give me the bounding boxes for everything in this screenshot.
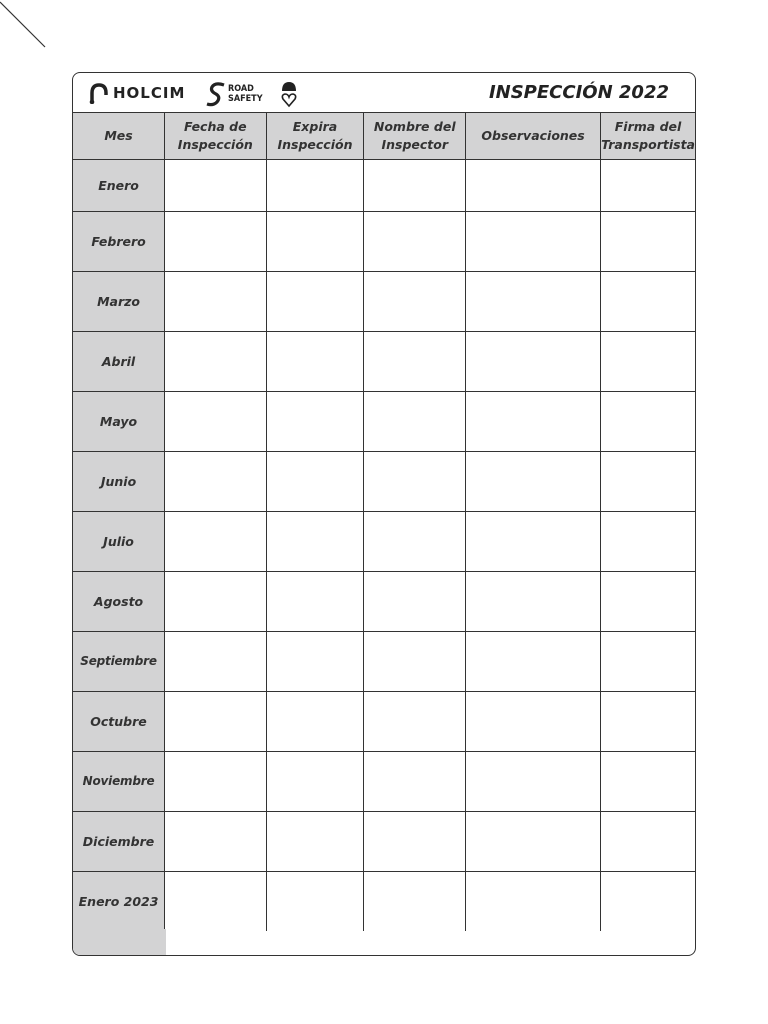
fecha-cell[interactable] — [165, 571, 267, 631]
table-row — [73, 751, 695, 811]
observaciones-cell[interactable] — [466, 391, 601, 451]
expira-cell[interactable] — [266, 871, 364, 931]
inspector-cell[interactable] — [364, 691, 466, 751]
column-header-observaciones: Observaciones — [466, 113, 601, 159]
inspection-table — [73, 113, 695, 931]
month-label: Abril — [73, 331, 165, 391]
firma-cell[interactable] — [601, 811, 695, 871]
table-row — [73, 691, 695, 751]
inspector-cell[interactable] — [364, 331, 466, 391]
month-label: Agosto — [73, 571, 165, 631]
month-label: Octubre — [73, 691, 165, 751]
table-row — [73, 451, 695, 511]
observaciones-cell[interactable] — [466, 571, 601, 631]
fecha-cell[interactable] — [165, 451, 267, 511]
month-label: Febrero — [73, 211, 165, 271]
holcim-mark-icon — [89, 82, 109, 104]
table-row — [73, 159, 695, 211]
expira-cell[interactable] — [266, 159, 364, 211]
inspector-cell[interactable] — [364, 871, 466, 931]
observaciones-cell[interactable] — [466, 871, 601, 931]
expira-cell[interactable] — [266, 451, 364, 511]
observaciones-cell[interactable] — [466, 331, 601, 391]
inspector-cell[interactable] — [364, 511, 466, 571]
firma-cell[interactable] — [601, 331, 695, 391]
table-row — [73, 211, 695, 271]
column-header-firma: Firma del Transportista — [601, 113, 695, 159]
table-row — [73, 271, 695, 331]
table-row — [73, 511, 695, 571]
inspector-cell[interactable] — [364, 271, 466, 331]
firma-cell[interactable] — [601, 211, 695, 271]
fecha-cell[interactable] — [165, 211, 267, 271]
fecha-cell[interactable] — [165, 331, 267, 391]
firma-cell[interactable] — [601, 751, 695, 811]
card-footer — [73, 929, 695, 955]
fecha-cell[interactable] — [165, 159, 267, 211]
fecha-cell[interactable] — [165, 811, 267, 871]
month-label: Noviembre — [73, 751, 165, 811]
road-safety-line2: SAFETY — [228, 94, 263, 104]
table-row — [73, 811, 695, 871]
column-header-inspector: Nombre del Inspector — [364, 113, 466, 159]
card-header — [73, 73, 695, 113]
inspector-cell[interactable] — [364, 451, 466, 511]
firma-cell[interactable] — [601, 871, 695, 931]
expira-cell[interactable] — [266, 511, 364, 571]
corner-crease-line — [0, 0, 60, 60]
document-title: INSPECCIÓN 2022 — [488, 82, 669, 103]
observaciones-cell[interactable] — [466, 271, 601, 331]
month-label: Enero 2023 — [73, 871, 165, 931]
inspection-card — [72, 72, 696, 956]
table-row — [73, 631, 695, 691]
observaciones-cell[interactable] — [466, 631, 601, 691]
month-label: Enero — [73, 159, 165, 211]
expira-cell[interactable] — [266, 391, 364, 451]
expira-cell[interactable] — [266, 331, 364, 391]
expira-cell[interactable] — [266, 751, 364, 811]
column-header-expira: Expira Inspección — [266, 113, 364, 159]
footer-month-strip — [73, 929, 166, 955]
observaciones-cell[interactable] — [466, 159, 601, 211]
month-label: Marzo — [73, 271, 165, 331]
firma-cell[interactable] — [601, 451, 695, 511]
observaciones-cell[interactable] — [466, 211, 601, 271]
observaciones-cell[interactable] — [466, 811, 601, 871]
table-header-row — [73, 113, 695, 159]
holcim-logo — [89, 82, 185, 104]
fecha-cell[interactable] — [165, 271, 267, 331]
observaciones-cell[interactable] — [466, 691, 601, 751]
inspector-cell[interactable] — [364, 751, 466, 811]
road-safety-line1: ROAD — [228, 84, 254, 94]
observaciones-cell[interactable] — [466, 511, 601, 571]
column-header-mes: Mes — [73, 113, 165, 159]
table-row — [73, 871, 695, 931]
inspector-cell[interactable] — [364, 571, 466, 631]
fecha-cell[interactable] — [165, 631, 267, 691]
firma-cell[interactable] — [601, 391, 695, 451]
month-label: Diciembre — [73, 811, 165, 871]
fecha-cell[interactable] — [165, 511, 267, 571]
expira-cell[interactable] — [266, 691, 364, 751]
month-label: Mayo — [73, 391, 165, 451]
holcim-wordmark: HOLCIM — [113, 84, 186, 102]
inspector-cell[interactable] — [364, 631, 466, 691]
fecha-cell[interactable] — [165, 391, 267, 451]
firma-cell[interactable] — [601, 571, 695, 631]
road-safety-s-icon — [205, 81, 227, 107]
fecha-cell[interactable] — [165, 751, 267, 811]
table-row — [73, 571, 695, 631]
firma-cell[interactable] — [601, 511, 695, 571]
observaciones-cell[interactable] — [466, 451, 601, 511]
column-header-fecha: Fecha de Inspección — [165, 113, 267, 159]
firma-cell[interactable] — [601, 691, 695, 751]
firma-cell[interactable] — [601, 271, 695, 331]
fecha-cell[interactable] — [165, 691, 267, 751]
expira-cell[interactable] — [266, 211, 364, 271]
observaciones-cell[interactable] — [466, 751, 601, 811]
helmet-heart-icon — [279, 80, 299, 108]
firma-cell[interactable] — [601, 631, 695, 691]
fecha-cell[interactable] — [165, 871, 267, 931]
firma-cell[interactable] — [601, 159, 695, 211]
table-row — [73, 331, 695, 391]
expira-cell[interactable] — [266, 271, 364, 331]
expira-cell[interactable] — [266, 631, 364, 691]
inspector-cell[interactable] — [364, 159, 466, 211]
month-label: Julio — [73, 511, 165, 571]
inspector-cell[interactable] — [364, 811, 466, 871]
table-row — [73, 391, 695, 451]
road-safety-logo — [205, 81, 263, 107]
month-label: Septiembre — [73, 631, 165, 691]
expira-cell[interactable] — [266, 571, 364, 631]
inspector-cell[interactable] — [364, 391, 466, 451]
month-label: Junio — [73, 451, 165, 511]
inspector-cell[interactable] — [364, 211, 466, 271]
expira-cell[interactable] — [266, 811, 364, 871]
